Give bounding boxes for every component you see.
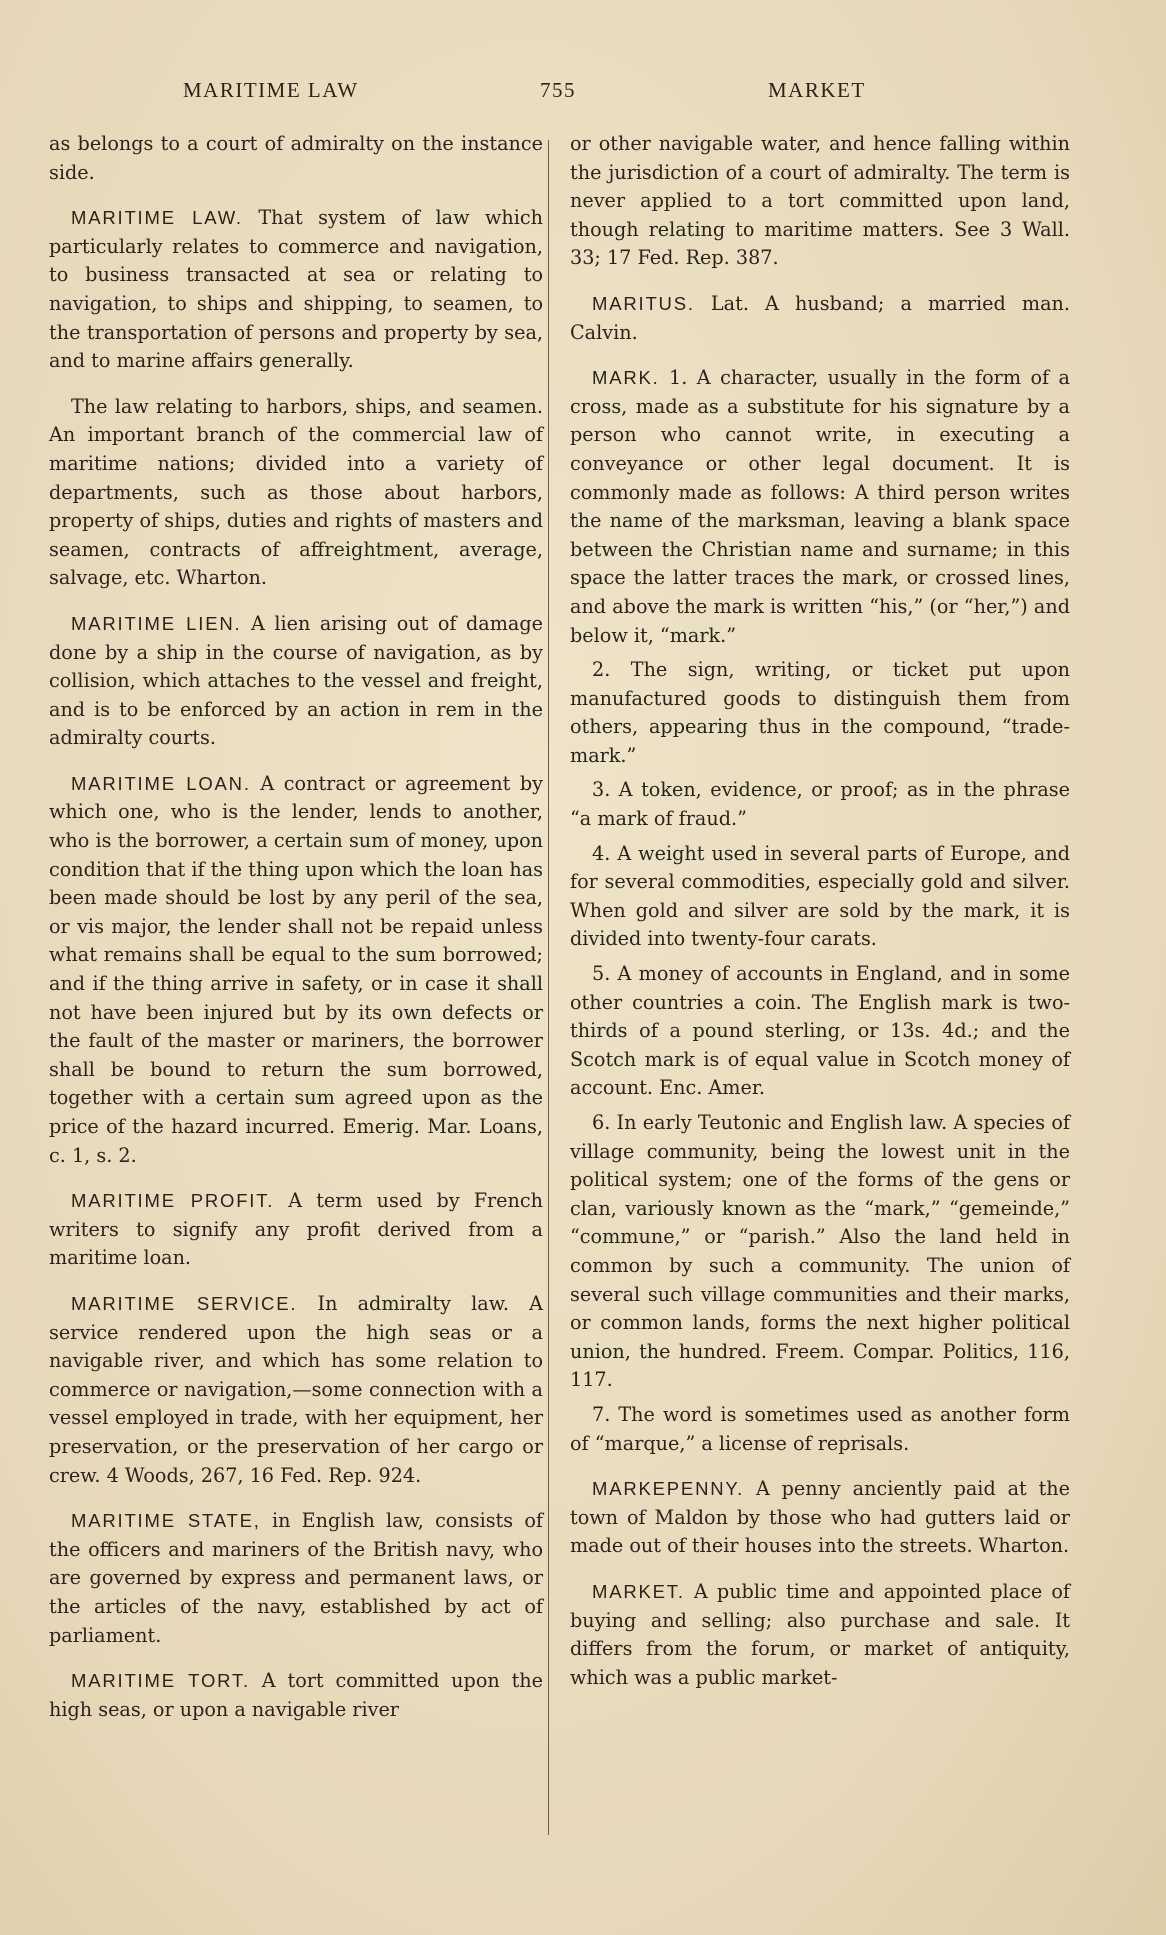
headword: MARITIME STATE, xyxy=(71,1510,261,1532)
continued-paragraph: or other navigable water, and hence falling within the jurisdiction of a court of admiralty. The term is never applied to a tort committed upon land, though relating to maritime matters. See 3 Wall. 33; 17 Fed. Rep. 387. xyxy=(570,132,1070,270)
headword: MARITUS. xyxy=(592,292,695,314)
entry-maritus xyxy=(570,290,1070,347)
running-head xyxy=(0,78,1166,112)
definition: That system of law which particularly relates to commerce and navigation, to business transacted at sea or relating to navigation, to ships and shipping, to seamen, to the transportation of persons and property by sea, and to marine affairs generally. xyxy=(49,206,543,373)
headword: MARITIME LIEN. xyxy=(71,612,242,634)
sub-paragraph: 3. A token, evidence, or proof; as in the phrase “a mark of fraud.” xyxy=(570,778,1070,831)
definition: A public time and appointed place of buying and selling; also purchase and sale. It differs from the forum, or market of antiquity, which was a public market- xyxy=(570,1579,1070,1689)
headword: MARITIME PROFIT. xyxy=(71,1190,275,1212)
entry-maritime-lien xyxy=(49,610,543,753)
headword: MARITIME SERVICE. xyxy=(71,1292,298,1314)
definition: Lat. A husband; a married man. Calvin. xyxy=(570,291,1071,344)
sub-paragraph: The law relating to harbors, ships, and seamen. An important branch of the commercial law of maritime nations; divided into a variety of departments, such as those about harbors, property of ships, duties and rights of masters and seamen, contracts of affreightment, average, salvage, etc. Wharton. xyxy=(49,394,543,590)
definition: In admiralty law. A service rendered upon the high seas or a navigable river, and which has some relation to commerce or navigation,—some connection with a vessel employed in trade, with her equipment, her preservation, or the preservation of her cargo or crew. 4 Woods, 267, 16 Fed. Rep. 924. xyxy=(49,1291,543,1487)
definition: A tort committed upon the high seas, or upon a navigable river xyxy=(49,1669,543,1721)
headword: MARK. xyxy=(592,367,660,389)
entry-maritime-law xyxy=(49,204,543,376)
entry-maritime-state xyxy=(49,1507,543,1650)
sub-paragraph: 4. A weight used in several parts of Europe, and for several commodities, especially gold and silver. When gold and silver are sold by the mark, it is divided into twenty-four carats. xyxy=(570,841,1070,951)
header-right-guide-word: MARKET xyxy=(768,78,866,102)
entry-maritime-profit xyxy=(49,1187,543,1273)
sub-paragraph: 6. In early Teutonic and English law. A species of village community, being the lowest unit in the political system; one of the forms of the gens or clan, variously known as the “mark,” “gemeinde,” “commune,” or “parish.” Also the land held in common by such a community. The union of several such village communities and their marks, or common lands, forms the next higher political union, the hundred. Freem. Compar. Politics, 116, 117. xyxy=(570,1111,1070,1392)
right-column xyxy=(570,130,1070,1709)
headword: MARITIME LOAN. xyxy=(71,772,251,794)
header-left-guide-word: MARITIME LAW xyxy=(183,78,359,102)
definition: A lien arising out of damage done by a ship in the course of navigation, as by collision, which attaches to the vessel and freight, and is to be enforced by an action in rem in the admiralty courts. xyxy=(49,611,543,750)
sub-paragraph: 7. The word is sometimes used as another form of “marque,” a license of reprisals. xyxy=(570,1402,1070,1455)
sub-paragraph: 5. A money of accounts in England, and in some other countries a coin. The English mark is two-thirds of a pound sterling, or 13s. 4d.; and the Scotch mark is of equal value in Scotch money of account. Enc. Amer. xyxy=(570,962,1070,1100)
headword: MARITIME TORT. xyxy=(71,1670,250,1692)
sub-paragraph: 2. The sign, writing, or ticket put upon manufactured goods to distinguish them from others, appearing thus in the compound, “trade-mark.” xyxy=(570,658,1070,767)
definition: A contract or agreement by which one, who is the lender, lends to another, who is the borrower, a certain sum of money, upon condition that if the thing upon which the loan has been made should be lost by any peril of the sea, or vis major, the lender shall not be repaid unless what remains shall be equal to the sum borrowed; and if the thing arrive in safety, or in case it shall not have been injured but by its own defects or the fault of the master or mariners, the borrower shall be bound to return the sum borrowed, together with a certain sum agreed upon as the price of the hazard incurred. Emerig. Mar. Loans, c. 1, s. 2. xyxy=(49,771,543,1167)
headword: MARITIME LAW. xyxy=(71,207,243,229)
entry-maritime-tort xyxy=(49,1667,543,1724)
definition: 1. A character, usually in the form of a cross, made as a substitute for his signature by a person who cannot write, in executing a conveyance or other legal document. It is commonly made as follows: A third person writes the name of the marksman, leaving a blank space between the Christian name and surname; in this space the latter traces the mark, or crossed lines, and above the mark is written “his,” (or “her,”) and below it, “mark.” xyxy=(570,366,1070,647)
definition: in English law, consists of the officers and mariners of the British navy, who are governed by express and permanent laws, or the articles of the navy, established by act of parliament. xyxy=(49,1509,543,1647)
entry-maritime-service xyxy=(49,1290,543,1490)
headword: MARKEPENNY. xyxy=(592,1478,745,1500)
definition: A penny anciently paid at the town of Maldon by those who had gutters laid or made out of their houses into the streets. Wharton. xyxy=(570,1477,1070,1558)
definition: A term used by French writers to signify any profit derived from a maritime loan. xyxy=(49,1189,543,1270)
entry-mark xyxy=(570,364,1070,650)
continued-paragraph: as belongs to a court of admiralty on the instance side. xyxy=(49,132,543,184)
left-column xyxy=(49,130,543,1741)
entry-market xyxy=(570,1578,1070,1692)
column-divider xyxy=(548,140,549,1835)
entry-maritime-loan xyxy=(49,770,543,1170)
headword: MARKET. xyxy=(592,1580,685,1602)
page-number: 755 xyxy=(540,78,576,102)
entry-markepenny xyxy=(570,1475,1070,1561)
